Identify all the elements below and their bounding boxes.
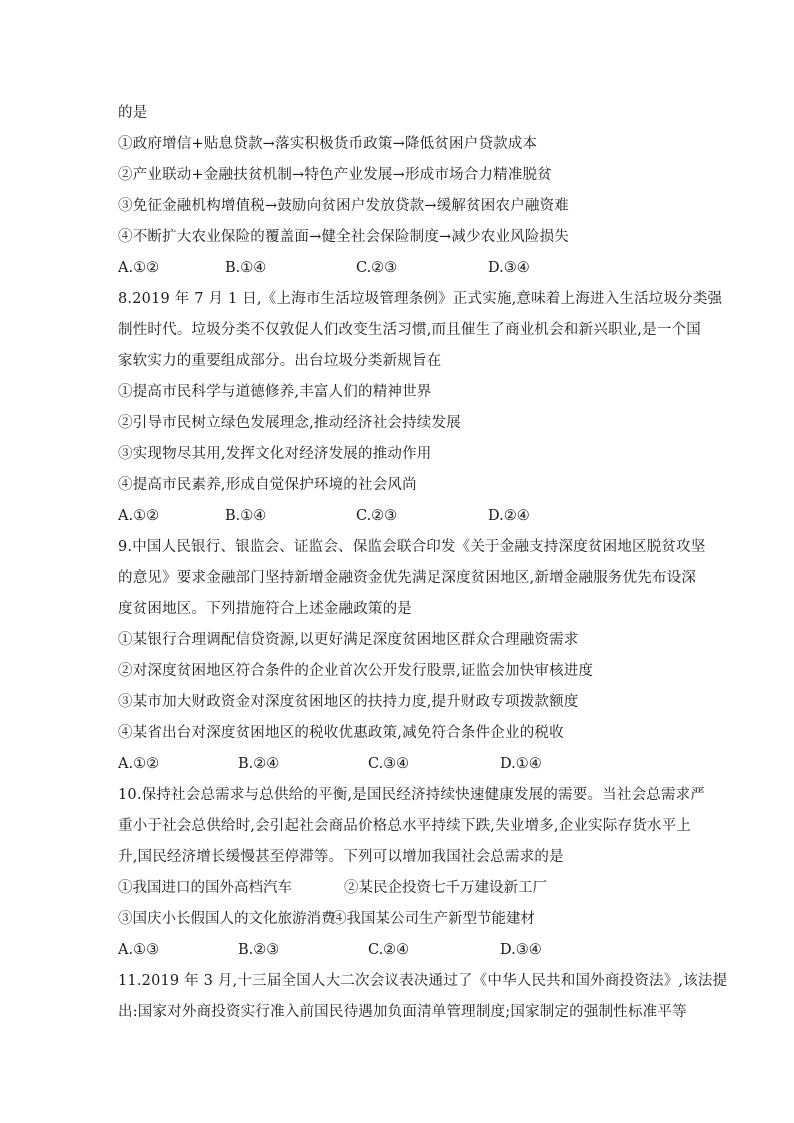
question-7-options [118, 253, 684, 284]
question-9-options [118, 749, 684, 780]
question-10-option-a: A.①③ [118, 942, 160, 958]
question-8-item-4: ④提高市民素养,形成自觉保护环境的社会风尚 [118, 477, 417, 493]
question-7-item-2: ②产业联动+金融扶贫机制→特色产业发展→形成市场合力精准脱贫 [118, 167, 552, 183]
question-10-option-d: D.③④ [500, 942, 542, 958]
question-10-stem-line-1: 10.保持社会总需求与总供给的平衡,是国民经济持续快速健康发展的需要。当社会总需求严 [118, 787, 706, 803]
question-10-options [118, 935, 684, 966]
question-9-item-2: ②对深度贫困地区符合条件的企业首次公开发行股票,证监会加快审核进度 [118, 663, 594, 679]
question-9-option-a: A.①② [118, 756, 160, 772]
question-10-items-row-1 [118, 873, 684, 904]
question-8-item-3: ③实现物尽其用,发挥文化对经济发展的推动作用 [118, 446, 432, 462]
question-9-item-3: ③某市加大财政资金对深度贫困地区的扶持力度,提升财政专项拨款额度 [118, 694, 579, 710]
question-9-stem-line-2: 的意见》要求金融部门坚持新增金融资金优先满足深度贫困地区,新增金融服务优先布设深 [118, 570, 697, 586]
question-10-stem-line-3: 升,国民经济增长缓慢甚至停滞等。下列可以增加我国社会总需求的是 [118, 849, 564, 865]
question-8-item-2: ②引导市民树立绿色发展理念,推动经济社会持续发展 [118, 415, 461, 431]
question-10-item-3: ③国庆小长假国人的文化旅游消费 [118, 911, 336, 927]
question-8-stem-line-1: 8.2019 年 7 月 1 日,《上海市生活垃圾管理条例》正式实施,意味着上海进入生活垃圾分类强 [118, 291, 723, 307]
question-8-option-c: C.②③ [356, 508, 398, 524]
question-9 [118, 532, 706, 780]
question-10-stem-line-2: 重小于社会总供给时,会引起社会商品价格总水平持续下跌,失业增多,企业实际存货水平上 [118, 818, 692, 834]
question-7-stem-tail: 的是 [118, 105, 148, 121]
question-7-option-b: B.①④ [225, 260, 267, 276]
question-8-stem-line-3: 家软实力的重要组成部分。出台垃圾分类新规旨在 [118, 353, 442, 369]
question-7-option-a: A.①② [118, 260, 160, 276]
question-8-option-a: A.①② [118, 508, 160, 524]
question-9-stem-line-1: 9.中国人民银行、银监会、证监会、保监会联合印发《关于金融支持深度贫困地区脱贫攻坚 [118, 539, 706, 555]
question-11 [118, 966, 728, 1028]
question-8-stem-line-2: 制性时代。垃圾分类不仅敦促人们改变生活习惯,而且催生了商业机会和新兴职业,是一个国 [118, 322, 701, 338]
question-8-option-b: B.①④ [225, 508, 267, 524]
question-9-item-1: ①某银行合理调配信贷资源,以更好满足深度贫困地区群众合理融资需求 [118, 632, 579, 648]
question-7-item-1: ①政府增信+贴息贷款→落实积极货币政策→降低贫困户贷款成本 [118, 136, 538, 152]
question-8-options [118, 501, 684, 532]
question-7 [118, 98, 684, 284]
question-10-items-row-2 [118, 904, 684, 935]
question-11-stem-line-1: 11.2019 年 3 月,十三届全国人大二次会议表决通过了《中华人民共和国外商投资法》,该法提 [118, 973, 728, 989]
question-7-option-c: C.②③ [356, 260, 398, 276]
question-9-option-d: D.①④ [500, 756, 542, 772]
question-11-stem-line-2: 出:国家对外商投资实行准入前国民待遇加负面清单管理制度;国家制定的强制性标准平等 [118, 1004, 687, 1020]
question-9-item-4: ④某省出台对深度贫困地区的税收优惠政策,减免符合条件企业的税收 [118, 725, 564, 741]
question-10-item-4: ④我国某公司生产新型节能建材 [332, 911, 535, 927]
question-10-item-2: ②某民企投资七千万建设新工厂 [344, 880, 547, 896]
question-7-item-4: ④不断扩大农业保险的覆盖面→健全社会保险制度→减少农业风险损失 [118, 229, 569, 245]
question-10-item-1: ①我国进口的国外高档汽车 [118, 880, 292, 896]
question-10-option-c: C.②④ [368, 942, 410, 958]
question-8-option-d: D.②④ [488, 508, 530, 524]
question-7-item-3: ③免征金融机构增值税→鼓励向贫困户发放贷款→缓解贫困农户融资难 [118, 198, 569, 214]
question-10-option-b: B.②③ [238, 942, 280, 958]
question-8 [118, 284, 723, 532]
question-8-item-1: ①提高市民科学与道德修养,丰富人们的精神世界 [118, 384, 432, 400]
question-9-option-c: C.③④ [368, 756, 410, 772]
question-9-option-b: B.②④ [238, 756, 280, 772]
question-9-stem-line-3: 度贫困地区。下列措施符合上述金融政策的是 [118, 601, 412, 617]
exam-page [118, 98, 728, 1028]
question-10 [118, 780, 706, 966]
question-7-option-d: D.③④ [488, 260, 530, 276]
